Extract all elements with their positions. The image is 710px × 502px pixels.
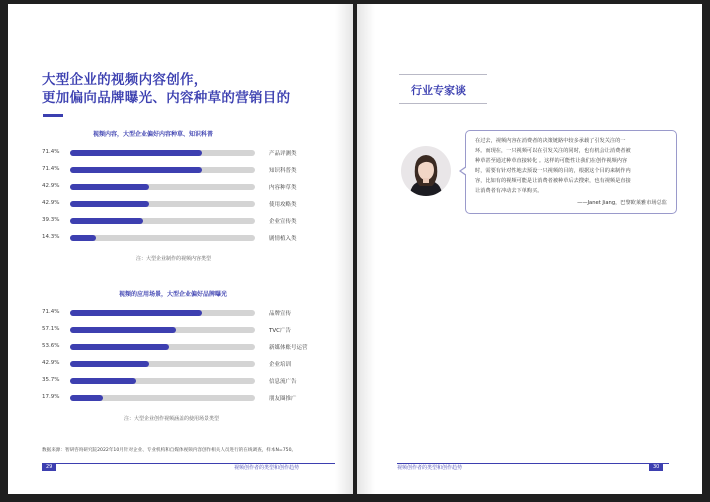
- bar-value: 42.9%: [42, 360, 60, 366]
- bar-row: [42, 325, 332, 335]
- bar-fill: [70, 378, 136, 384]
- bar-label: 使用攻略类: [269, 202, 297, 208]
- bar-label: 知识科普类: [269, 168, 297, 174]
- bar-track: [70, 167, 255, 173]
- bar-fill: [70, 361, 149, 367]
- quote-signature: ——Janet Jiang，巴黎欧莱雅市场总监: [577, 200, 667, 206]
- title-underline: [43, 114, 63, 117]
- quote-line: 让消费者有冲动去下单购买。: [475, 188, 543, 194]
- page-title-line-1: 大型企业的视频内容创作，: [42, 72, 208, 88]
- quote-line: 种草甚至通过种草直接转化 。这样的可能性让我们在创作视频内容: [475, 158, 628, 164]
- bar-track: [70, 344, 255, 350]
- bar-label: 品牌宣传: [269, 311, 292, 317]
- bar-value: 57.1%: [42, 326, 60, 332]
- bar-value: 71.4%: [42, 149, 60, 155]
- bar-row: [42, 376, 332, 386]
- bar-row: [42, 182, 332, 192]
- right-page: [357, 4, 702, 494]
- quote-pointer-inner: [461, 167, 467, 175]
- bar-track: [70, 395, 255, 401]
- bar-row: [42, 216, 332, 226]
- page-title-line-2: 更加偏向品牌曝光、内容种草的营销目的: [42, 90, 291, 106]
- bar-fill: [70, 235, 96, 241]
- bar-row: [42, 233, 332, 243]
- bar-fill: [70, 167, 202, 173]
- bar-value: 39.3%: [42, 217, 60, 223]
- chart-title: 视频内容，大型企业偏好内容种草、知识科普: [93, 131, 214, 138]
- bar-fill: [70, 310, 202, 316]
- bar-label: 企业宣传类: [269, 219, 297, 225]
- bar-track: [70, 361, 255, 367]
- bar-value: 71.4%: [42, 166, 60, 172]
- bar-row: [42, 199, 332, 209]
- quote-line: 在过去，视频内容在消费者的决策链路中较多承载了引发关注的一: [475, 138, 626, 144]
- bar-label: 新媒体账号运营: [269, 345, 308, 351]
- footer-text: 视频创作者的类型和创作趋势: [234, 465, 300, 471]
- expert-photo: [401, 146, 451, 196]
- footer-text: 视频创作者的类型和创作趋势: [397, 465, 463, 471]
- chart-note: 注：大型企业制作的视频内容类型: [136, 256, 212, 262]
- bar-track: [70, 150, 255, 156]
- gutter-shadow: [357, 4, 375, 494]
- left-page: [8, 4, 353, 494]
- bar-fill: [70, 395, 103, 401]
- bar-track: [70, 201, 255, 207]
- bar-value: 14.3%: [42, 234, 60, 240]
- bar-track: [70, 235, 255, 241]
- bar-value: 35.7%: [42, 377, 60, 383]
- bar-label: 信息流广告: [269, 379, 297, 385]
- bar-fill: [70, 218, 143, 224]
- section-header: [399, 74, 487, 104]
- page-number: 30: [649, 463, 663, 471]
- bar-track: [70, 218, 255, 224]
- bar-label: 剧情植入类: [269, 236, 297, 242]
- bar-fill: [70, 201, 149, 207]
- bar-row: [42, 393, 332, 403]
- bar-label: 企业培训: [269, 362, 292, 368]
- bar-value: 42.9%: [42, 183, 60, 189]
- bar-label: 内容种草类: [269, 185, 297, 191]
- header-rule-top: [399, 74, 487, 75]
- bar-track: [70, 327, 255, 333]
- quote-line: 环。而现在，一只视频可以在引发关注的同时，也有机会让消费者被: [475, 148, 631, 154]
- bar-value: 53.6%: [42, 343, 60, 349]
- bar-label: TVC广告: [269, 328, 291, 334]
- expert-avatar: [401, 146, 451, 196]
- gutter-shadow: [335, 4, 353, 494]
- bar-value: 71.4%: [42, 309, 60, 315]
- bar-fill: [70, 344, 169, 350]
- section-title: 行业专家谈: [411, 84, 466, 97]
- chart-note: 注：大型企业创作视频涵盖的使用场景类型: [124, 416, 220, 422]
- bar-value: 17.9%: [42, 394, 60, 400]
- bar-track: [70, 184, 255, 190]
- bar-row: [42, 308, 332, 318]
- bar-fill: [70, 150, 202, 156]
- chart-title: 视频的应用场景，大型企业偏好品牌曝光: [119, 291, 228, 298]
- data-source: 数据来源：智研咨询研究院2022年10月针对企业、专业机构和自媒体视频内容创作相关人员进行的在线调查，样本N=750。: [42, 448, 297, 453]
- bar-row: [42, 342, 332, 352]
- bar-row: [42, 165, 332, 175]
- header-rule-bottom: [399, 103, 487, 104]
- bar-label: 产品评测类: [269, 151, 297, 157]
- quote-line: 时，需要有针对性地去预设一只视频的目的，根据这个目的来制作内: [475, 168, 631, 174]
- quote-box: [465, 130, 677, 214]
- bar-value: 42.9%: [42, 200, 60, 206]
- bar-fill: [70, 184, 149, 190]
- bar-fill: [70, 327, 176, 333]
- bar-row: [42, 359, 332, 369]
- bar-track: [70, 310, 255, 316]
- bar-track: [70, 378, 255, 384]
- quote-line: 容，比如有的视频可能是让消费者被种草后去搜索，也有视频是直接: [475, 178, 631, 184]
- bar-label: 朋友圈推广: [269, 396, 297, 402]
- bar-row: [42, 148, 332, 158]
- page-number: 29: [42, 463, 56, 471]
